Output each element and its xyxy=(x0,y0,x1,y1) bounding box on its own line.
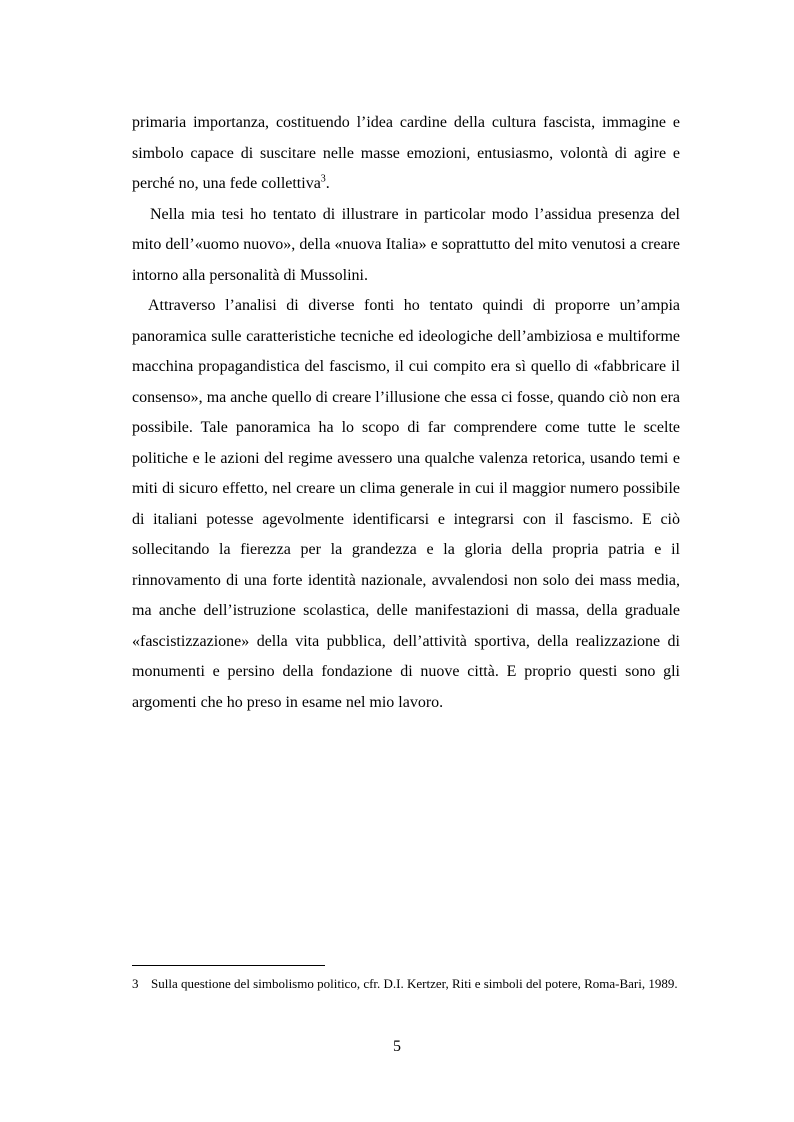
body-text xyxy=(132,108,680,718)
page-number: 5 xyxy=(393,1038,401,1055)
paragraph-end: . xyxy=(325,175,330,192)
footnote-text: Sulla questione del simbolismo politico, cfr. D.I. Kertzer, Riti e simboli del potere, Roma-Bari, 1989. xyxy=(151,976,678,991)
paragraph-thesis-overview: Attraverso l’analisi di diverse fonti ho tentato quindi di proporre un’ampia panoramica sulle caratteristiche tecniche ed ideologiche dell’ambiziosa e multiforme macchina propagandistica del fascismo, il cui compito era sì quello di «fabbricare il consenso», ma anche quello di creare l’illusione che essa ci fosse, quando ciò non era possibile. Tale panoramica ha lo scopo di far comprendere come tutte le scelte politiche e le azioni del regime avessero una qualche valenza retorica, usando temi e miti di sicuro effetto, nel creare un clima generale in cui il maggior numero possibile di italiani potesse agevolmente identificarsi e integrarsi con il fascismo. E ciò sollecitando la fierezza per la grandezza e la gloria della propria patria e il rinnovamento di una forte identità nazionale, avvalendosi non solo dei mass media, ma anche dell’istruzione scolastica, delle manifestazioni di massa, della graduale «fascistizzazione» della vita pubblica, dell’attività sportiva, della realizzazione di monumenti e persino della fondazione di nuove città. E proprio questi sono gli argomenti che ho preso in esame nel mio lavoro. xyxy=(132,297,680,711)
paragraph-text: primaria importanza, costituendo l’idea cardine della cultura fascista, immagine e simbolo capace di suscitare nelle masse emozioni, entusiasmo, volontà di agire e perché no, una fede collettiva xyxy=(132,114,680,192)
footnote-reference[interactable]: 3 xyxy=(320,173,326,185)
paragraph-continued xyxy=(132,108,680,200)
footnote xyxy=(132,974,680,993)
paragraph-thesis-intro: Nella mia tesi ho tentato di illustrare in particolar modo l’assidua presenza del mito dell’«uomo nuovo», della «nuova Italia» e soprattutto del mito venutosi a creare intorno alla personalità di Mussolini. xyxy=(132,205,680,284)
footnote-number: 3 xyxy=(132,976,139,991)
footnote-separator xyxy=(132,965,325,966)
